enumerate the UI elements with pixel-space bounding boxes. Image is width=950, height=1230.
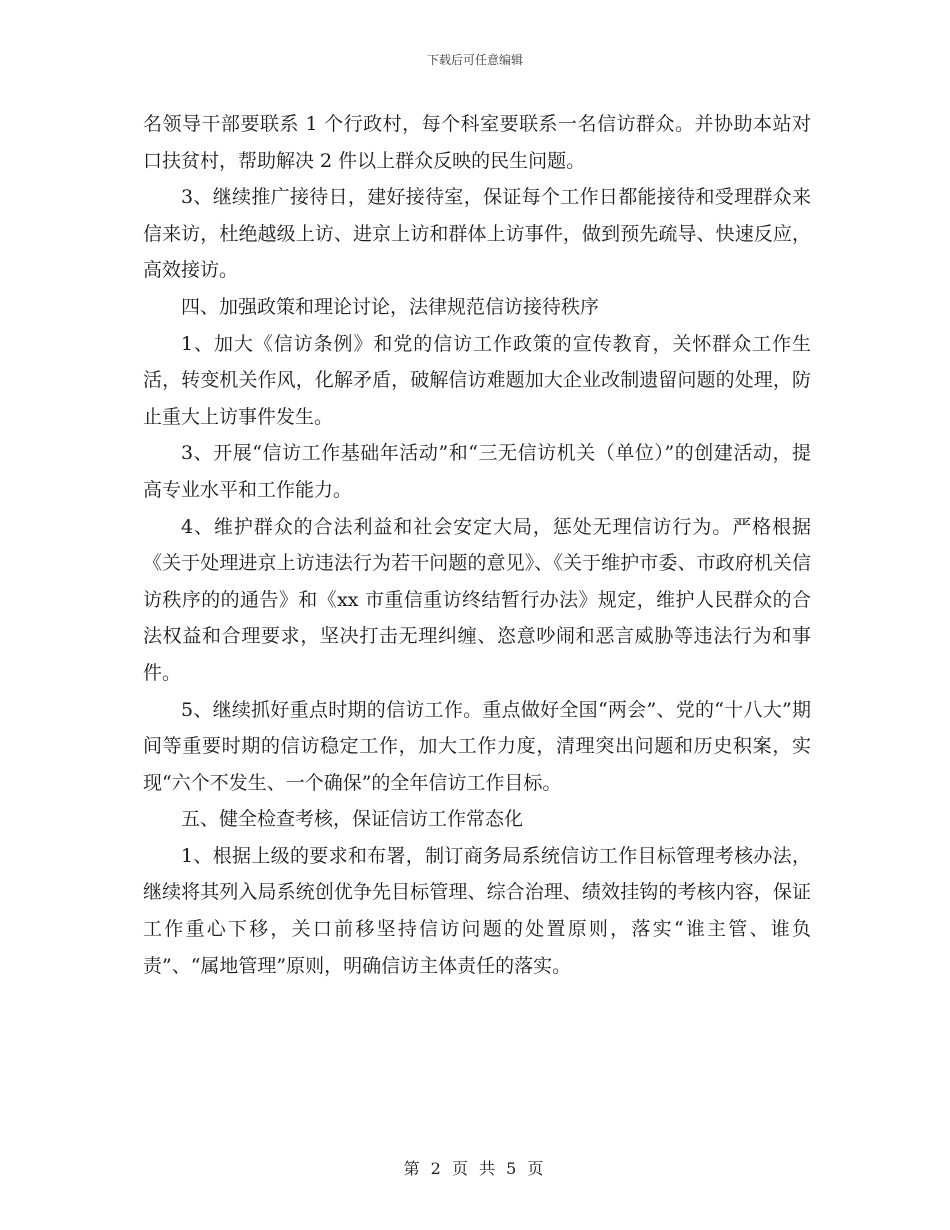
paragraph-4: 3、开展“信访工作基础年活动”和“三无信访机关（单位）”的创建活动，提高专业水平和工作能力。 [143,442,811,501]
paragraph-2: 3、继续推广接待日，建好接待室，保证每个工作日都能接待和受理群众来信来访，杜绝越级上访、进京上访和群体上访事件，做到预先疏导、快速反应，高效接访。 [143,186,811,282]
page-number: 第 2 页 共 5 页 [403,1159,547,1178]
header-note: 下载后可任意编辑 [426,53,523,67]
paragraph-1: 名领导干部要联系 1 个行政村，每个科室要联系一名信访群众。并协助本站对口扶贫村，帮助解决 2 件以上群众反映的民生问题。 [143,113,811,172]
section-heading-5: 五、健全检查考核，保证信访工作常态化 [181,808,524,831]
section-heading-4: 四、加强政策和理论讨论，法律规范信访接待秩序 [181,295,600,318]
paragraph-5: 4、维护群众的合法利益和社会安定大局，惩处无理信访行为。严格根据《关于处理进京上访违法行为若干问题的意见》、《关于维护市委、市政府机关信访秩序的的通告》和《xx 市重信重访终结暂行办法》规定，维护人民群众的合法权益和合理要求，坚决打击无理纠缠、恣意吵闹和恶言威胁等违法行为和事件。 [143,515,811,684]
paragraph-3: 1、加大《信访条例》和党的信访工作政策的宣传教育，关怀群众工作生活，转变机关作风，化解矛盾，破解信访难题加大企业改制遗留问题的处理，防止重大上访事件发生。 [143,332,811,428]
document-body [143,106,811,984]
paragraph-6: 5、继续抓好重点时期的信访工作。重点做好全国“两会”、党的“十八大”期间等重要时期的信访稳定工作，加大工作力度，清理突出问题和历史积案，实现“六个不发生、一个确保”的全年信访工作目标。 [143,698,811,794]
paragraph-7: 1、根据上级的要求和布署，制订商务局系统信访工作目标管理考核办法，继续将其列入局系统创优争先目标管理、综合治理、绩效挂钩的考核内容，保证工作重心下移，关口前移坚持信访问题的处置原则，落实“谁主管、谁负责”、“属地管理”原则，明确信访主体责任的落实。 [143,844,811,977]
